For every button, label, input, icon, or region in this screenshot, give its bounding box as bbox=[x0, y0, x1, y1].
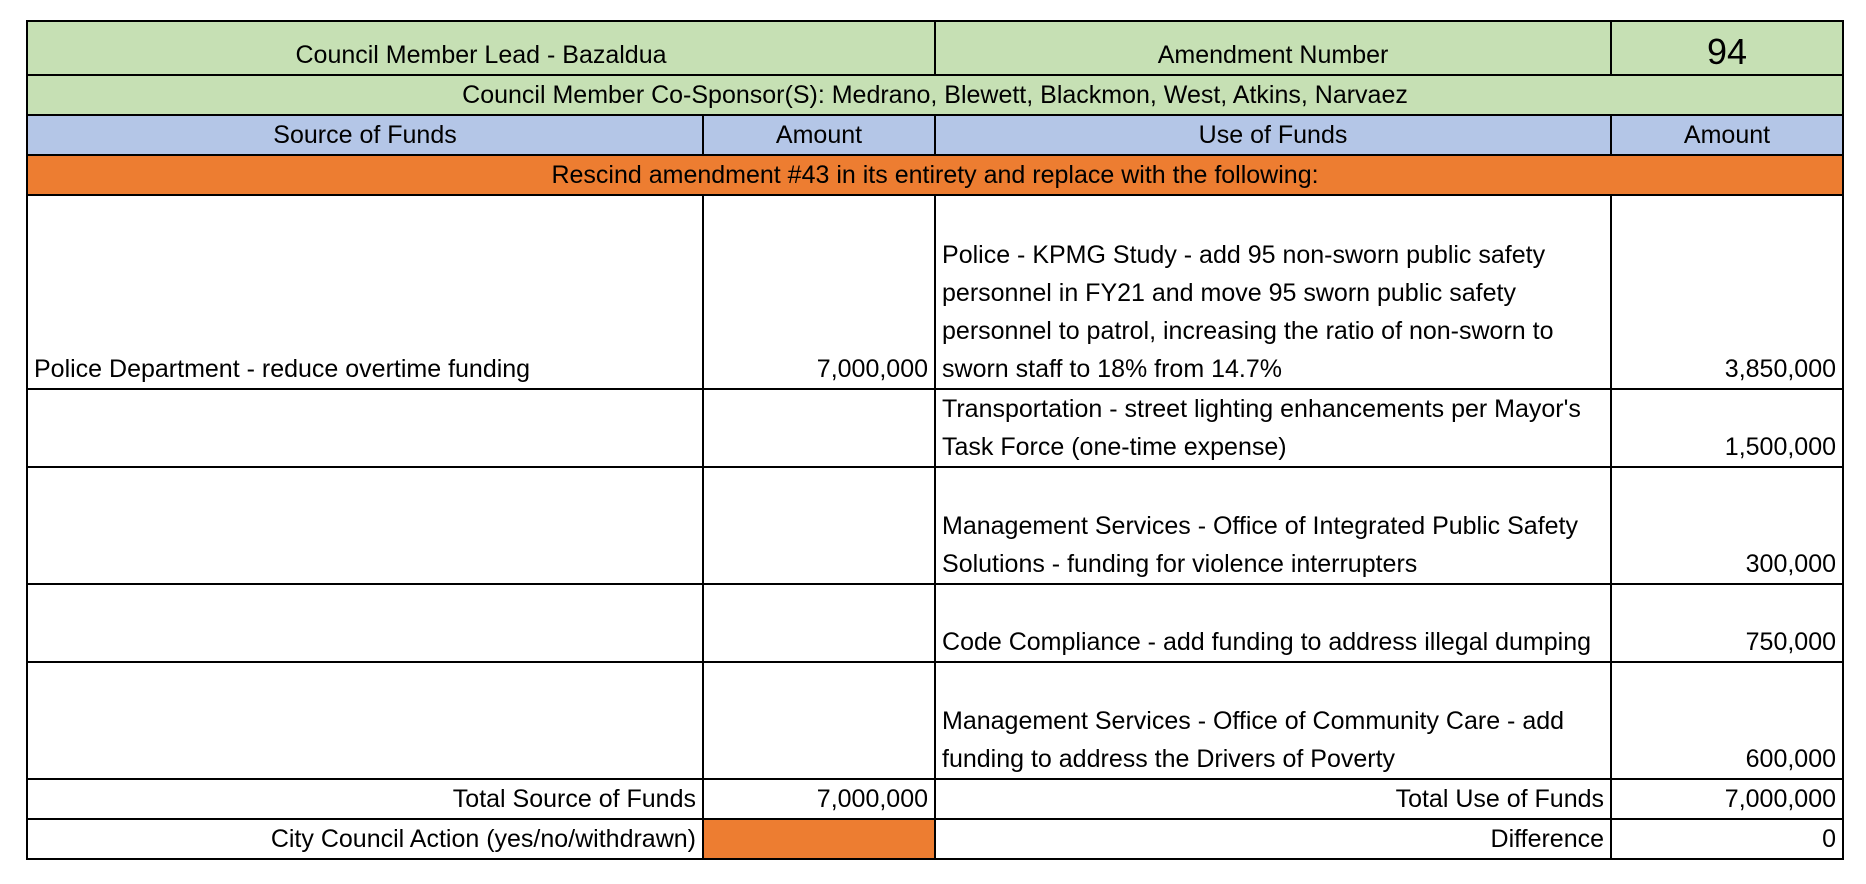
action-row bbox=[27, 819, 1843, 859]
use-amount-cell: 1,500,000 bbox=[1611, 389, 1843, 467]
table-row bbox=[27, 389, 1843, 467]
use-amount-cell: 3,850,000 bbox=[1611, 195, 1843, 389]
column-header-row bbox=[27, 115, 1843, 155]
notice-cell: Rescind amendment #43 in its entirety and replace with the following: bbox=[27, 155, 1843, 195]
use-amount-header: Amount bbox=[1611, 115, 1843, 155]
use-amount-cell: 750,000 bbox=[1611, 584, 1843, 662]
totals-row bbox=[27, 779, 1843, 819]
cosponsor-cell: Council Member Co-Sponsor(S): Medrano, Blewett, Blackmon, West, Atkins, Narvaez bbox=[27, 75, 1843, 115]
total-source-label: Total Source of Funds bbox=[27, 779, 703, 819]
difference-value: 0 bbox=[1611, 819, 1843, 859]
use-header: Use of Funds bbox=[935, 115, 1611, 155]
source-amount-cell bbox=[703, 584, 935, 662]
total-use-label: Total Use of Funds bbox=[935, 779, 1611, 819]
source-cell bbox=[27, 467, 703, 584]
table-row bbox=[27, 584, 1843, 662]
use-cell: Management Services - Office of Community Care - add funding to address the Drivers of Poverty bbox=[935, 662, 1611, 779]
difference-label: Difference bbox=[935, 819, 1611, 859]
table-row bbox=[27, 467, 1843, 584]
use-amount-cell: 600,000 bbox=[1611, 662, 1843, 779]
source-amount-cell bbox=[703, 389, 935, 467]
total-source-value: 7,000,000 bbox=[703, 779, 935, 819]
source-cell: Police Department - reduce overtime funding bbox=[27, 195, 703, 389]
council-action-input[interactable] bbox=[703, 819, 935, 859]
amendment-label-cell: Amendment Number bbox=[935, 21, 1611, 75]
table-row bbox=[27, 662, 1843, 779]
council-action-label: City Council Action (yes/no/withdrawn) bbox=[27, 819, 703, 859]
amendment-number-cell: 94 bbox=[1611, 21, 1843, 75]
use-amount-cell: 300,000 bbox=[1611, 467, 1843, 584]
use-cell: Code Compliance - add funding to address illegal dumping bbox=[935, 584, 1611, 662]
lead-cell: Council Member Lead - Bazaldua bbox=[27, 21, 935, 75]
source-amount-cell bbox=[703, 467, 935, 584]
total-use-value: 7,000,000 bbox=[1611, 779, 1843, 819]
amendment-table bbox=[26, 20, 1844, 860]
source-cell bbox=[27, 662, 703, 779]
source-cell bbox=[27, 584, 703, 662]
use-cell: Police - KPMG Study - add 95 non-sworn public safety personnel in FY21 and move 95 sworn public safety personnel to patrol, increasing the ratio of non-sworn to sworn staff to 18% from 14.7% bbox=[935, 195, 1611, 389]
source-amount-cell bbox=[703, 662, 935, 779]
header-row bbox=[27, 21, 1843, 75]
source-header: Source of Funds bbox=[27, 115, 703, 155]
source-amount-cell: 7,000,000 bbox=[703, 195, 935, 389]
use-cell: Transportation - street lighting enhancements per Mayor's Task Force (one-time expense) bbox=[935, 389, 1611, 467]
source-amount-header: Amount bbox=[703, 115, 935, 155]
notice-row bbox=[27, 155, 1843, 195]
source-cell bbox=[27, 389, 703, 467]
table-row bbox=[27, 195, 1843, 389]
cosponsor-row bbox=[27, 75, 1843, 115]
use-cell: Management Services - Office of Integrated Public Safety Solutions - funding for violence interrupters bbox=[935, 467, 1611, 584]
